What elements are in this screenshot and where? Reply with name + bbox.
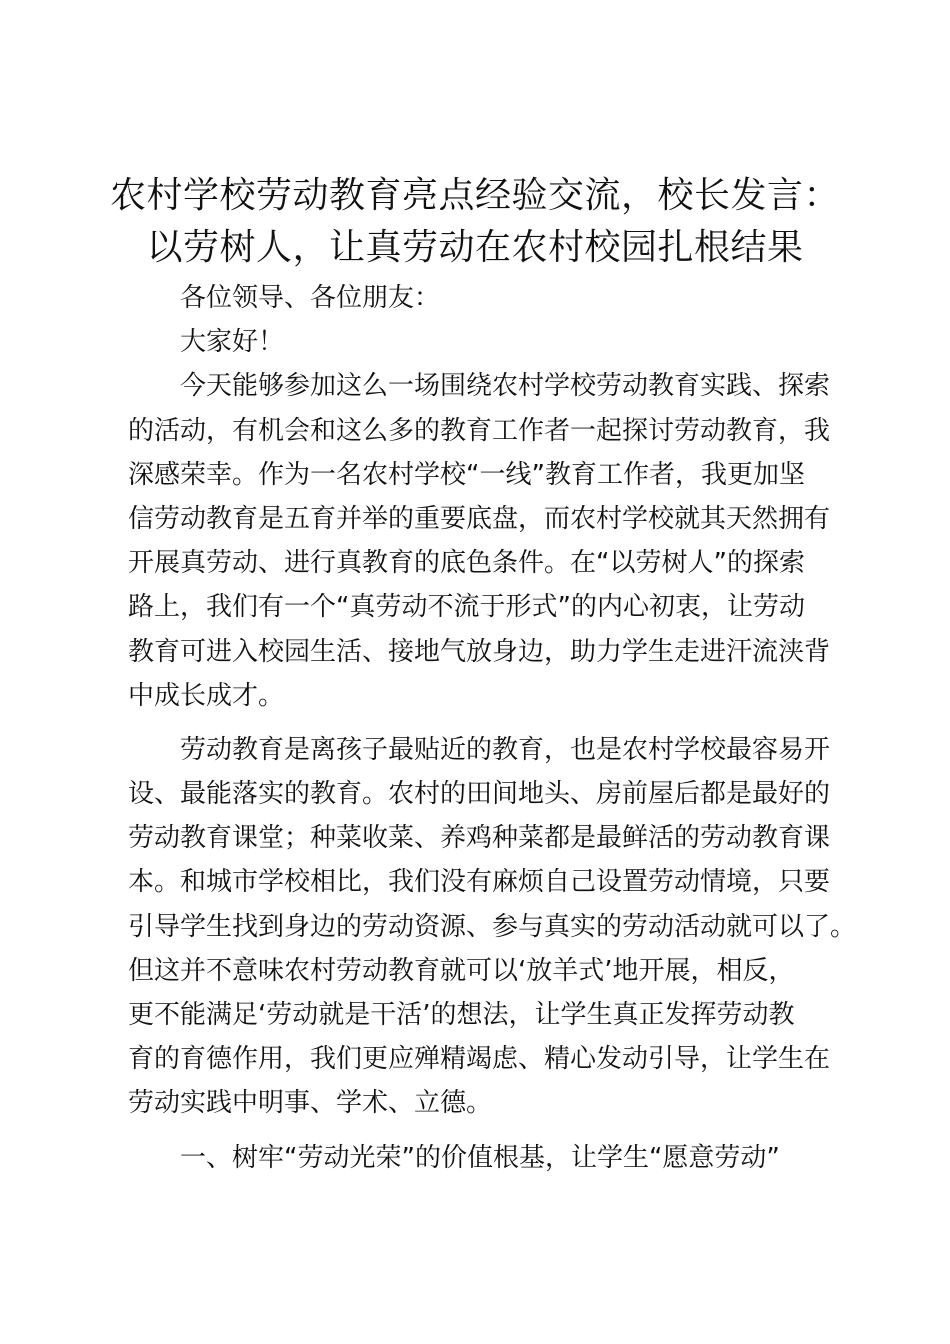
paragraph-line: 劳动实践中明事、学术、立德。 [128, 1088, 493, 1119]
paragraph-line: 中成长成才。 [128, 680, 285, 711]
paragraph-line: 的活动，有机会和这么多的教育工作者一起探讨劳动教育，我 [128, 415, 831, 446]
document-title [100, 170, 850, 274]
greeting: 大家好！ [180, 327, 285, 358]
paragraph-line: 劳动教育课堂；种菜收菜、养鸡种菜都是最鲜活的劳动教育课 [128, 823, 831, 854]
section-heading: 一、树牢“劳动光荣”的价值根基，让学生“愿意劳动” [180, 1142, 780, 1173]
paragraph-line: 今天能够参加这么一场围绕农村学校劳动教育实践、探索 [180, 371, 831, 402]
paragraph-line: 信劳动教育是五育并举的重要底盘，而农村学校就其天然拥有 [128, 503, 831, 534]
paragraph-line: 但这并不意味农村劳动教育就可以‘放羊式’地开展，相反， [128, 955, 795, 986]
document-body [128, 276, 857, 1180]
paragraph-line: 开展真劳动、进行真教育的底色条件。在“以劳树人”的探索 [128, 548, 805, 579]
paragraph-2 [128, 728, 857, 1126]
paragraph-line: 更不能满足‘劳动就是干活’的想法，让学生真正发挥劳动教 [128, 1000, 795, 1030]
paragraph-line: 深感荣幸。作为一名农村学校“一线”教育工作者，我更加坚 [128, 459, 805, 490]
title-line-1: 农村学校劳动教育亮点经验交流，校长发言： [109, 175, 840, 216]
salutation: 各位领导、各位朋友： [180, 283, 441, 313]
paragraph-line: 教育可进入校园生活、接地气放身边，助力学生走进汗流浃背 [128, 636, 831, 667]
paragraph-line: 路上，我们有一个“真劳动不流于形式”的内心初衷，让劳动 [128, 592, 805, 623]
paragraph-line: 育的育德作用，我们更应殚精竭虑、精心发动引导，让学生在 [128, 1044, 831, 1075]
paragraph-1 [128, 364, 848, 718]
paragraph-line: 本。和城市学校相比，我们没有麻烦自己设置劳动情境，只要 [128, 867, 831, 898]
paragraph-line: 劳动教育是离孩子最贴近的教育，也是农村学校最容易开 [180, 734, 831, 765]
title-line-2: 以劳树人，让真劳动在农村校园扎根结果 [146, 227, 804, 268]
paragraph-line: 设、最能落实的教育。农村的田间地头、房前屋后都是最好的 [128, 779, 831, 810]
paragraph-line: 引导学生找到身边的劳动资源、参与真实的劳动活动就可以了。 [128, 911, 857, 942]
